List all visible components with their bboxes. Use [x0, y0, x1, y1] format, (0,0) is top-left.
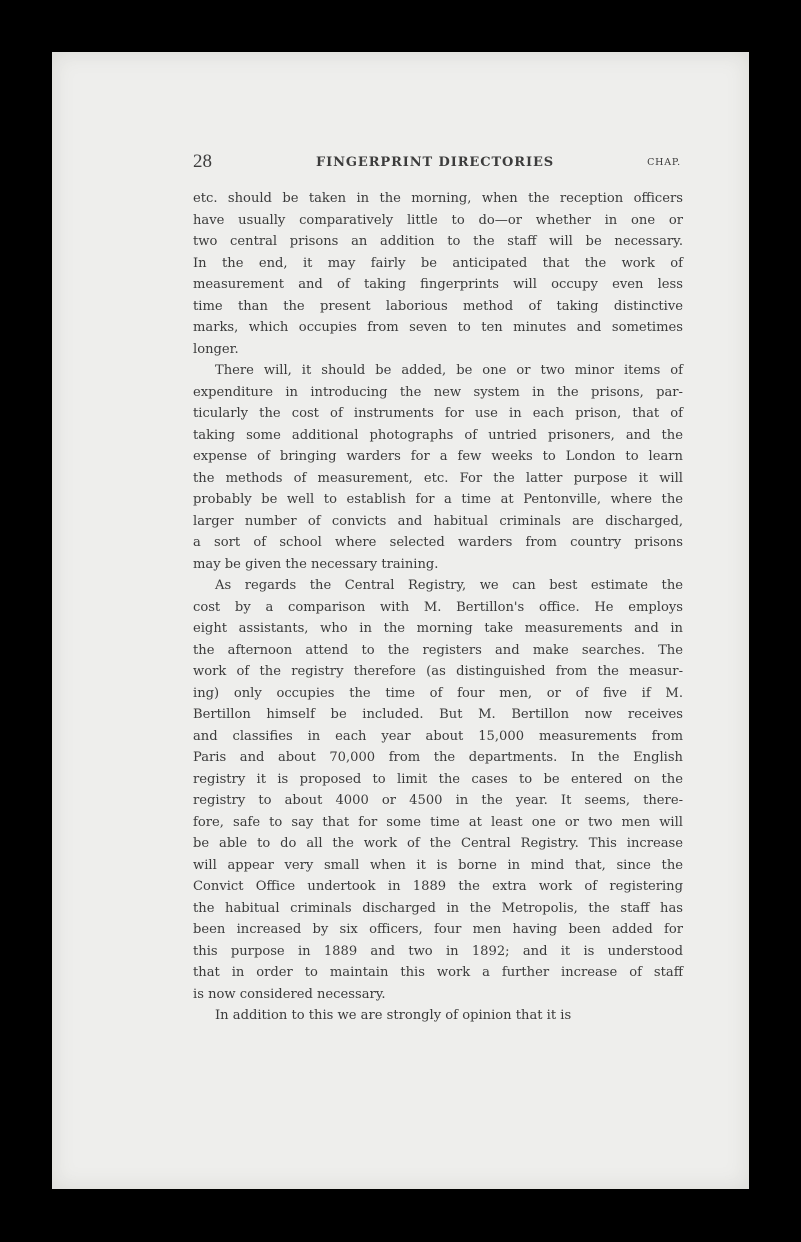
text-line: may be given the necessary training. [193, 556, 439, 572]
text-line: ticularly the cost of instruments for use in each prison, that of [193, 406, 683, 421]
text-line: As regards the Central Registry, we can best estimate the [215, 578, 683, 593]
text-line: registry it is proposed to limit the cases to be entered on the [193, 771, 683, 787]
text-line: fore, safe to say that for some time at least one or two men will [193, 814, 683, 830]
text-line: eight assistants, who in the morning take measurements and in [193, 621, 683, 636]
body-text [193, 188, 683, 1027]
text-line: will appear very small when it is borne in mind that, since the [193, 857, 683, 873]
text-line: longer. [193, 341, 239, 357]
paragraph [193, 360, 683, 575]
text-line: taking some additional photographs of untried prisoners, and the [193, 427, 683, 443]
text-line: probably be well to establish for a time at Pentonville, where the [193, 492, 683, 507]
text-line: the methods of measurement, etc. For the latter purpose it will [193, 470, 683, 486]
text-line: have usually comparatively little to do—or whether in one or [193, 212, 683, 228]
text-line: etc. should be taken in the morning, when the reception officers [193, 191, 683, 206]
text-line: Convict Office undertook in 1889 the extra work of registering [193, 879, 683, 894]
text-line: and classifies in each year about 15,000 measurements from [193, 728, 683, 744]
text-line: been increased by six officers, four men having been added for [193, 922, 683, 937]
paragraph [193, 575, 683, 1005]
text-line: be able to do all the work of the Central Registry. This increase [193, 836, 683, 851]
text-line: the afternoon attend to the registers and make searches. The [193, 642, 683, 658]
paragraph [193, 1005, 683, 1027]
text-line: registry to about 4000 or 4500 in the year. It seems, there- [193, 793, 683, 808]
text-line: the habitual criminals discharged in the Metropolis, the staff has [193, 900, 683, 916]
page-number: 28 [193, 151, 212, 172]
text-line: this purpose in 1889 and two in 1892; and it is understood [193, 943, 683, 959]
text-line: In the end, it may fairly be anticipated that the work of [193, 255, 683, 271]
text-line: a sort of school where selected warders from country prisons [193, 535, 683, 550]
text-line: In addition to this we are strongly of opinion that it is [215, 1008, 572, 1023]
running-title: FINGERPRINT DIRECTORIES [316, 155, 555, 170]
text-line: larger number of convicts and habitual criminals are discharged, [193, 513, 683, 529]
chapter-label: CHAP. [647, 157, 681, 168]
text-line: ing) only occupies the time of four men, or of five if M. [193, 685, 683, 701]
text-line: Paris and about 70,000 from the departments. In the English [193, 750, 683, 765]
text-line: marks, which occupies from seven to ten minutes and sometimes [193, 320, 683, 335]
text-line: cost by a comparison with M. Bertillon's office. He employs [193, 599, 683, 615]
text-line: time than the present laborious method of taking distinctive [193, 298, 683, 314]
text-line: measurement and of taking fingerprints will occupy even less [193, 277, 683, 292]
paragraph [193, 188, 683, 360]
text-line: expenditure in introducing the new system in the prisons, par- [193, 384, 683, 400]
text-line: work of the registry therefore (as distinguished from the measur- [193, 664, 683, 679]
text-line: two central prisons an addition to the staff will be necessary. [193, 234, 683, 249]
text-line: that in order to maintain this work a further increase of staff [193, 965, 683, 980]
running-header [193, 151, 683, 175]
text-line: expense of bringing warders for a few weeks to London to learn [193, 449, 683, 464]
text-line: is now considered necessary. [193, 986, 386, 1002]
text-line: Bertillon himself be included. But M. Bertillon now receives [193, 707, 683, 722]
text-line: There will, it should be added, be one or two minor items of [215, 363, 683, 378]
